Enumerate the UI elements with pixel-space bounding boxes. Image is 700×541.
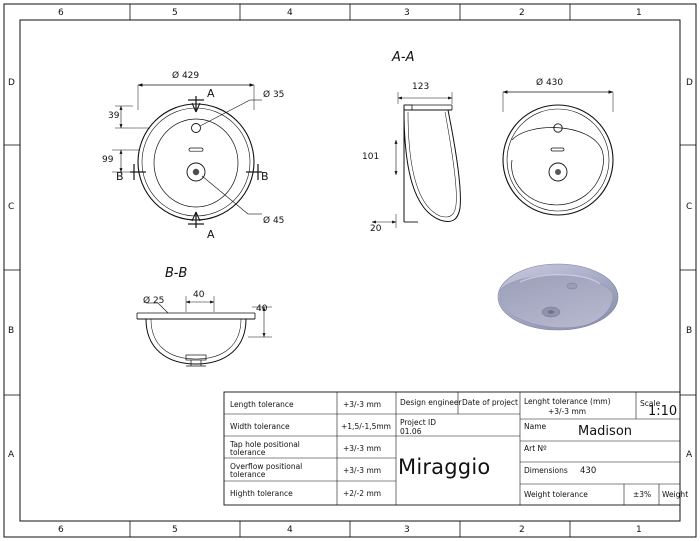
project-id-label: Project ID [400, 418, 437, 427]
dim-20: 20 [370, 224, 382, 234]
dimensions-value: 430 [580, 466, 597, 476]
dim-d45: Ø 45 [263, 216, 285, 226]
dim-123: 123 [412, 82, 430, 92]
section-aa-view [372, 92, 460, 228]
frame-row-left-a: A [8, 450, 15, 460]
right-view [503, 92, 613, 215]
dim-99: 99 [102, 155, 114, 165]
tolerance-label-4: Highth tolerance [230, 489, 293, 498]
section-mark-b-left: B [116, 170, 124, 183]
section-mark-b-right: B [261, 170, 269, 183]
weight-label: Weight [662, 490, 689, 499]
frame-col-bottom-4: 4 [287, 525, 293, 535]
section-mark-a-bottom: A [207, 228, 215, 241]
frame-col-top-2: 2 [519, 8, 525, 18]
frame-col-top-1: 1 [636, 8, 642, 18]
scale-label: Scale [640, 399, 661, 408]
scale-value: 1:10 [648, 404, 678, 419]
dim-39: 39 [108, 111, 120, 121]
frame-col-top-3: 3 [404, 8, 410, 18]
tolerance-value-3: +3/-3 mm [343, 466, 382, 475]
frame-row-right-b: B [686, 326, 693, 336]
frame-row-left-c: C [8, 202, 15, 212]
dim-d35: Ø 35 [263, 90, 285, 100]
date-of-project-label: Date of project [462, 398, 518, 407]
art-label: Art Nº [524, 444, 547, 453]
frame-row-right-d: D [686, 78, 693, 88]
frame-col-bottom-6: 6 [58, 525, 64, 535]
isometric-basin-view [498, 264, 618, 330]
dim-diameter-overall: Ø 429 [172, 71, 200, 81]
tolerance-label-3b: tolerance [230, 470, 266, 479]
dimensions-label: Dimensions [524, 466, 568, 475]
lenght-tolerance-label: Lenght tolerance (mm) [524, 397, 611, 406]
section-bb-title: B-B [165, 266, 188, 281]
dim-diameter-430: Ø 430 [536, 78, 564, 88]
frame-col-bottom-5: 5 [172, 525, 178, 535]
frame-row-right-c: C [686, 202, 693, 212]
name-value: Madison [578, 424, 633, 439]
frame-col-bottom-3: 3 [404, 525, 410, 535]
name-label: Name [524, 422, 547, 431]
top-view [112, 85, 262, 228]
frame-col-top-4: 4 [287, 8, 293, 18]
frame-col-top-6: 6 [58, 8, 64, 18]
section-mark-a-top: A [207, 87, 215, 100]
project-id-value: 01.06 [400, 427, 422, 436]
section-aa-title: A-A [392, 50, 415, 65]
brand-logo: Miraggio [398, 455, 491, 479]
frame-row-right-a: A [686, 450, 693, 460]
dim-40-vertical: 40 [256, 304, 268, 314]
tolerance-label-1: Width tolerance [230, 422, 290, 431]
tolerance-value-4: +2/-2 mm [343, 489, 382, 498]
weight-tolerance-label: Weight tolerance [524, 490, 588, 499]
weight-tolerance-value: ±3% [633, 490, 652, 499]
tolerance-value-2: +3/-3 mm [343, 444, 382, 453]
section-bb-view [137, 296, 272, 366]
lenght-tolerance-value: +3/-3 mm [548, 407, 587, 416]
tolerance-value-0: +3/-3 mm [343, 400, 382, 409]
frame-col-bottom-2: 2 [519, 525, 525, 535]
frame-row-left-d: D [8, 78, 15, 88]
frame-row-left-b: B [8, 326, 15, 336]
dim-d25: Ø 25 [143, 296, 165, 306]
tolerance-label-0: Length tolerance [230, 400, 294, 409]
design-engineer-label: Design engineer [400, 398, 462, 407]
frame-col-bottom-1: 1 [636, 525, 642, 535]
tolerance-label-2b: tolerance [230, 448, 266, 457]
frame-col-top-5: 5 [172, 8, 178, 18]
tolerance-label-2: Tap hole positional [230, 440, 300, 449]
dim-40-horizontal: 40 [193, 290, 205, 300]
tolerance-label-3: Overflow positional [230, 462, 303, 471]
dim-101: 101 [362, 152, 380, 162]
tolerance-value-1: +1,5/-1,5mm [341, 422, 391, 431]
